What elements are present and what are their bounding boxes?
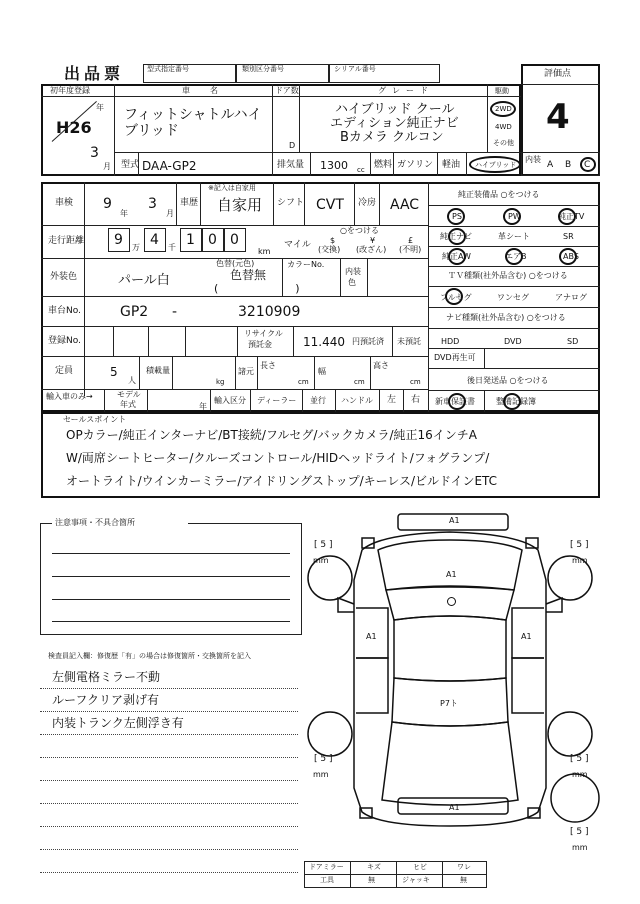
equip-airbag-circle xyxy=(505,248,523,265)
ac-value: AAC xyxy=(390,197,420,213)
interior-grade-label: 内装 xyxy=(525,155,541,164)
roof-mark xyxy=(447,597,456,606)
score-label: 評価点 xyxy=(544,69,572,79)
fuel-hybrid: ハイブリッド xyxy=(475,161,517,169)
mileage-digit-1: 9 xyxy=(114,232,123,248)
equip-aw-circle xyxy=(448,248,466,265)
sales-line-1: OPカラー/純正インターナビ/BT接続/フルセグ/バックカメラ/純正16インチA xyxy=(66,428,477,442)
color-number-label: カラーNo. xyxy=(287,260,325,269)
displacement-label: 排気量 xyxy=(277,160,305,170)
dimensions-label: 諸元 xyxy=(238,367,254,376)
sales-line-2: W/両席シートヒーター/クルーズコントロール/HIDヘッドライト/フォグランプ/ xyxy=(66,451,490,465)
notes-label: 注意事項・不具合箇所 xyxy=(55,518,135,527)
equip-navi-circle xyxy=(448,228,466,245)
sales-line-3: オートライト/ウインカーミラー/アイドリングストップ/キーレス/ビルドインETC xyxy=(66,474,498,488)
car-damage-diagram xyxy=(300,508,600,848)
tv-fullseg-circle xyxy=(445,288,463,305)
tools-label: 工具 xyxy=(320,876,334,884)
note-line-1: 左側電格ミラー不動 xyxy=(52,670,161,684)
registration-year: H26 xyxy=(56,118,92,137)
drive-2wd-circle xyxy=(490,101,516,117)
car-name-line2: ブリッド xyxy=(124,123,179,139)
drive-2wd: 2WD xyxy=(495,105,512,113)
interior-grade-c: C xyxy=(584,160,591,170)
tread-rear-right: [ 5 ] xyxy=(570,754,589,764)
model-value: DAA-GP2 xyxy=(142,159,197,173)
exterior-color-value: パール白 xyxy=(118,273,170,288)
note-line-2: ルーフクリア剥げ有 xyxy=(52,693,160,707)
tread-spare: [ 5 ] xyxy=(570,827,589,837)
import-label: 輸入車のみ→ xyxy=(46,392,93,401)
grade-line3: Bカメラ クルコン xyxy=(340,130,444,145)
mark-hood: A1 xyxy=(446,570,457,579)
inspection-label: 車検 xyxy=(55,198,74,208)
chassis-number: 3210909 xyxy=(238,304,301,320)
left-mirror xyxy=(338,598,354,612)
mark-trunk: P7ト xyxy=(440,699,458,708)
mark-rear-bumper: A1 xyxy=(449,803,460,812)
jack-label: ジャッキ xyxy=(402,876,430,884)
inspection-year: 9 xyxy=(103,196,112,212)
hood-panel xyxy=(378,540,522,590)
mark-left-front-door: A1 xyxy=(366,632,377,641)
drive-label: 駆動 xyxy=(495,87,509,95)
interior-grade-circle xyxy=(580,157,596,172)
equip-pw-circle xyxy=(503,208,521,225)
mark-front-bumper: A1 xyxy=(449,516,460,525)
serial-number-label: シリアル番号 xyxy=(334,65,376,73)
load-label: 積載量 xyxy=(146,366,170,375)
first-registration-label: 初年度登録 xyxy=(50,86,90,95)
displacement-value: 1300 xyxy=(320,159,348,172)
equip-ps-circle xyxy=(447,208,465,225)
mileage-label: 走行距離 xyxy=(48,236,85,246)
exterior-color-label: 外装色 xyxy=(50,272,78,282)
registration-label: 登録No. xyxy=(48,336,81,346)
shift-label: シフト xyxy=(277,198,305,208)
tread-front-left: [ 5 ] xyxy=(314,540,333,550)
form-title: 出品票 xyxy=(64,64,125,83)
car-name-label: 車 名 xyxy=(182,86,224,95)
sales-point-label: セールスポイント xyxy=(63,415,127,424)
mileage-digit-3: 1 xyxy=(186,232,195,248)
chassis-label: 車台No. xyxy=(48,306,81,316)
chassis-prefix: GP2 xyxy=(120,304,149,320)
score-value: 4 xyxy=(546,97,570,137)
type-designation-label: 型式指定番号 xyxy=(147,65,189,73)
equipment-title: 純正装備品 ○をつける xyxy=(458,190,540,199)
notes-box xyxy=(40,524,302,635)
grade-line1: ハイブリッド クール xyxy=(335,102,455,117)
tread-front-right: [ 5 ] xyxy=(570,540,589,550)
tread-rear-left: [ 5 ] xyxy=(314,754,333,764)
right-rear-door xyxy=(512,658,544,713)
tv-title: ＴＶ種類(社外品含む) ○をつける xyxy=(448,271,568,280)
shift-value: CVT xyxy=(316,197,344,213)
spare-tire xyxy=(551,774,599,822)
jack-value: 無 xyxy=(460,876,467,884)
mile-label: マイル xyxy=(284,240,311,250)
tools-value: 無 xyxy=(368,876,375,884)
navi-title: ナビ種類(社外品含む) ○をつける xyxy=(446,313,566,322)
after-shipping-title: 後日発送品 ○をつける xyxy=(467,376,549,385)
usage-label: 車歴 xyxy=(180,198,199,208)
wheel-rear-right xyxy=(548,712,592,756)
capacity-value: 5 xyxy=(110,365,118,379)
mileage-digit-4: 0 xyxy=(208,232,217,248)
recycle-fee: 11.440 xyxy=(303,335,345,349)
car-name-line1: フィットシャトルハイ xyxy=(124,107,262,123)
equip-tv-circle xyxy=(558,208,576,225)
equip-abs-circle xyxy=(559,248,577,265)
grade-label: グレード xyxy=(378,86,434,95)
note-line-3: 内装トランク左側浮き有 xyxy=(52,716,184,730)
usage-value: 自家用 xyxy=(217,196,263,214)
fuel-label: 燃料 xyxy=(374,160,393,170)
mileage-digit-2: 4 xyxy=(150,232,159,248)
roof-panel xyxy=(394,616,506,681)
inspector-note-label: 検査員記入欄：修復歴「有」の場合は修復箇所・交換箇所を記入 xyxy=(48,652,251,660)
maintenance-circle xyxy=(503,393,521,410)
ac-label: 冷房 xyxy=(358,198,377,208)
capacity-label: 定員 xyxy=(55,366,74,376)
wheel-rear-left xyxy=(308,712,352,756)
trunk-panel xyxy=(382,722,518,805)
class-number-label: 類別区分番号 xyxy=(242,65,284,73)
mark-right-front-door: A1 xyxy=(521,632,532,641)
doors-label: ドア数 xyxy=(275,86,299,95)
grade-line2: エディション純正ナビ xyxy=(330,116,459,131)
right-mirror xyxy=(546,598,562,612)
color-change-value: 色替無 xyxy=(230,268,267,282)
model-label: 型式 xyxy=(121,160,140,170)
registration-month: 3 xyxy=(90,145,99,161)
left-rear-door xyxy=(356,658,388,713)
mileage-digit-5: 0 xyxy=(230,232,239,248)
fuel-hybrid-circle xyxy=(469,156,521,173)
inspection-month: 3 xyxy=(148,196,157,212)
warranty-circle xyxy=(448,393,466,410)
